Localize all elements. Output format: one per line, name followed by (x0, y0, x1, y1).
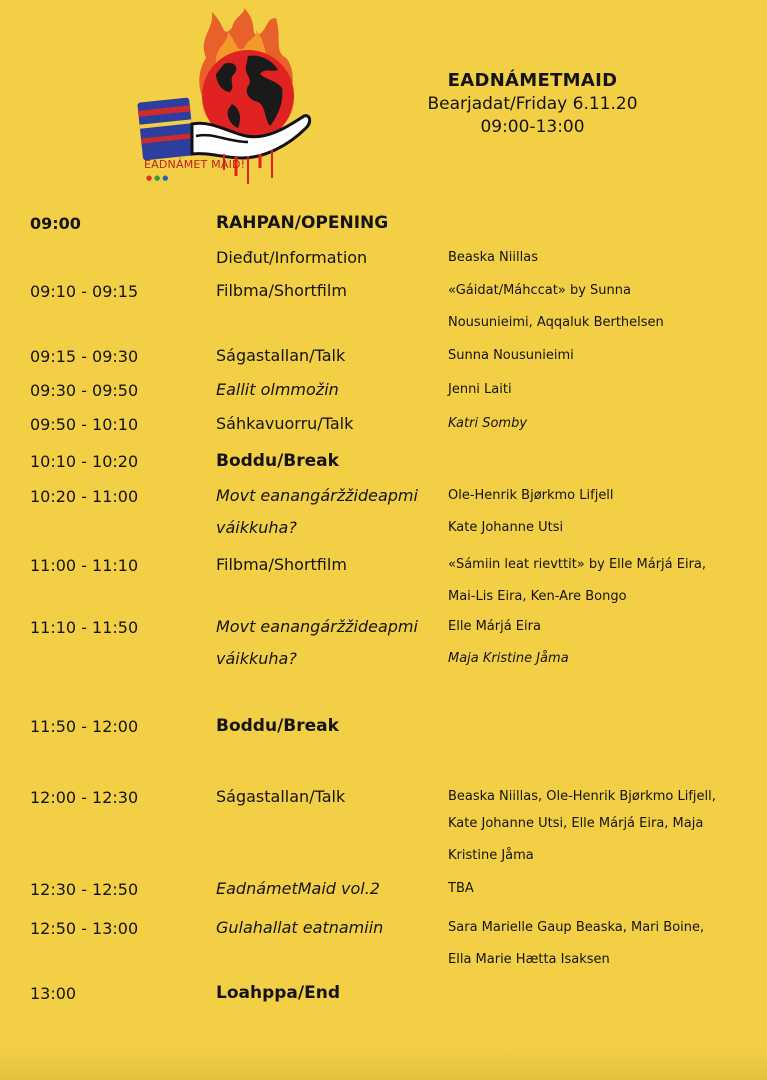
schedule-time: 11:50 - 12:00 (30, 717, 139, 736)
page-bottom-edge (0, 1044, 767, 1080)
schedule-activity: Movt eanangáržžideapmi (216, 486, 418, 505)
schedule-presenter: Kate Johanne Utsi, Elle Márjá Eira, Maja (448, 816, 704, 831)
logo-dots: ●●● (146, 174, 171, 182)
schedule-presenter: Sunna Nousunieimi (448, 348, 574, 363)
schedule-activity: Ságastallan/Talk (216, 787, 346, 806)
schedule-presenter: «Sámiin leat rievttit» by Elle Márjá Eira, (448, 557, 707, 572)
schedule-activity: Boddu/Break (216, 451, 339, 471)
schedule-presenter: Mai-Lis Eira, Ken-Are Bongo (448, 589, 627, 604)
schedule-activity: EadnámetMaid vol.2 (216, 879, 380, 898)
schedule-time: 13:00 (30, 984, 77, 1003)
event-hours: 09:00-13:00 (480, 117, 585, 137)
schedule-presenter: Beaska Niillas, Ole-Henrik Bjørkmo Lifjell, (448, 789, 716, 804)
schedule-presenter: Sara Marielle Gaup Beaska, Mari Boine, (448, 920, 705, 935)
schedule-activity: Filbma/Shortfilm (216, 555, 347, 574)
schedule-time: 09:15 - 09:30 (30, 347, 139, 366)
schedule-time: 10:20 - 11:00 (30, 487, 139, 506)
schedule-activity: RAHPAN/OPENING (216, 213, 389, 233)
schedule-presenter: Katri Somby (448, 416, 528, 431)
schedule-time: 10:10 - 10:20 (30, 452, 139, 471)
schedule-activity: Gulahallat eatnamiin (216, 918, 384, 937)
schedule-presenter: Nousunieimi, Aqqaluk Berthelsen (448, 315, 664, 330)
schedule-presenter: Jenni Laiti (448, 382, 512, 397)
schedule-presenter: Kristine Jåma (448, 848, 534, 863)
schedule-time: 09:30 - 09:50 (30, 381, 139, 400)
event-header (415, 70, 650, 137)
schedule-time: 12:50 - 13:00 (30, 919, 139, 938)
schedule-time: 12:00 - 12:30 (30, 788, 139, 807)
schedule-activity: váikkuha? (216, 649, 297, 668)
schedule-activity: Sáhkavuorru/Talk (216, 414, 354, 433)
schedule-presenter: Elle Márjá Eira (448, 619, 541, 634)
schedule-activity: Eallit olmmožin (216, 380, 339, 399)
schedule-activity: Movt eanangáržžideapmi (216, 617, 418, 636)
schedule-time: 11:10 - 11:50 (30, 618, 139, 637)
schedule-presenter: «Gáidat/Máhccat» by Sunna (448, 283, 631, 298)
schedule-time: 09:50 - 10:10 (30, 415, 139, 434)
schedule-presenter: Beaska Niillas (448, 250, 538, 265)
schedule-time: 09:00 (30, 214, 81, 233)
event-date: Bearjadat/Friday 6.11.20 (427, 94, 638, 114)
schedule-presenter: Ole-Henrik Bjørkmo Lifjell (448, 488, 614, 503)
event-title: EADNÁMETMAID (447, 70, 618, 91)
schedule-presenter: TBA (448, 881, 474, 896)
schedule-presenter: Maja Kristine Jåma (448, 651, 569, 666)
schedule-activity: Ságastallan/Talk (216, 346, 346, 365)
schedule-time: 09:10 - 09:15 (30, 282, 139, 301)
schedule-activity: Dieđut/Information (216, 248, 368, 267)
schedule-time: 12:30 - 12:50 (30, 880, 139, 899)
schedule-presenter: Ella Marie Hætta Isaksen (448, 952, 610, 967)
schedule-time: 11:00 - 11:10 (30, 556, 139, 575)
schedule-activity: Filbma/Shortfilm (216, 281, 347, 300)
logo-text: EADNÁMET MAID! (144, 158, 246, 171)
schedule-activity: Loahppa/End (216, 983, 340, 1003)
schedule-activity: Boddu/Break (216, 716, 339, 736)
schedule-activity: váikkuha? (216, 518, 297, 537)
schedule-presenter: Kate Johanne Utsi (448, 520, 564, 535)
